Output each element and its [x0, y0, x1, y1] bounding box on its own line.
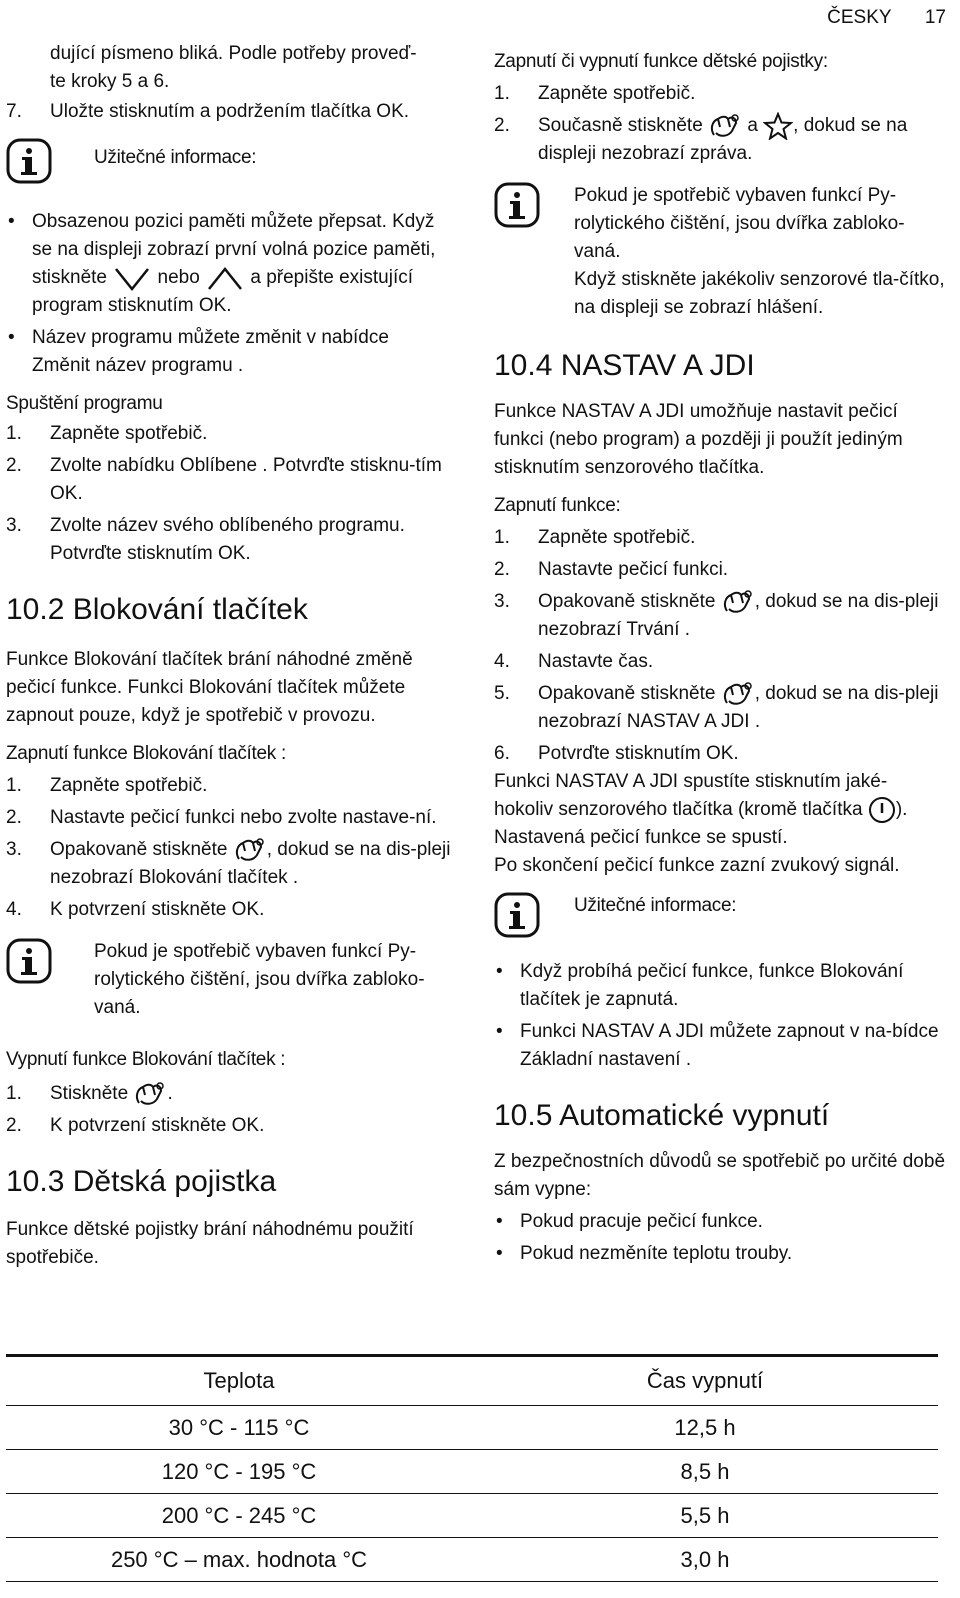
key-hand-icon	[133, 1081, 167, 1107]
list-item: 3. Zvolte název svého oblíbeného programu. Potvrďte stisknutím OK.	[6, 515, 405, 564]
page-header	[827, 4, 946, 32]
key-hand-icon	[233, 837, 267, 863]
language-label: ČESKY	[827, 7, 892, 28]
table-cell: 3,0 h	[472, 1538, 938, 1582]
info-text: Pokud je spotřebič vybaven funkcí Py-rolytického čištění, jsou dvířka zabloko-vaná. Když stiskněte jakékoliv senzorové tla-čítko, na displeji se zobrazí hlášení.	[574, 185, 945, 319]
column-header: Čas vypnutí	[472, 1356, 938, 1406]
list-item: 1. Zapněte spotřebič.	[6, 423, 208, 444]
table-row	[6, 1538, 938, 1582]
table-row	[6, 1450, 938, 1494]
list-item: 2. Nastavte pečicí funkci.	[494, 559, 729, 581]
section-heading: Zapnutí funkce Blokování tlačítek :	[6, 743, 286, 764]
info-text: Pokud je spotřebič vybaven funkcí Py-rolytického čištění, jsou dvířka zabloko-vaná.	[94, 941, 425, 1018]
table-cell: 120 °C - 195 °C	[6, 1450, 472, 1494]
list-item: • Název programu můžete změnit v nabídce Změnit název programu .	[8, 327, 389, 376]
table-cell: 5,5 h	[472, 1494, 938, 1538]
left-column	[6, 40, 452, 1272]
table-cell: 250 °C – max. hodnota °C	[6, 1538, 472, 1582]
info-title: Užitečné informace:	[94, 147, 257, 168]
info-box	[494, 892, 946, 938]
paragraph: Funkce dětské pojistky brání náhodnému použití spotřebiče.	[6, 1219, 414, 1268]
page-number: 17	[924, 7, 946, 28]
paragraph: Po skončení pečicí funkce zazní zvukový signál.	[494, 855, 900, 877]
list-item: 2. Zvolte nabídku Oblíbene . Potvrďte stisknu-tím OK.	[6, 455, 442, 504]
info-box	[6, 138, 452, 184]
table-row	[6, 1406, 938, 1450]
list-item: 3. Opakovaně stiskněte , dokud se na dis-pleji nezobrazí Blokování tlačítek .	[6, 836, 452, 892]
key-hand-icon	[708, 113, 742, 139]
list-item: 2. Současně stiskněte a , dokud se na displeji nezobrazí zpráva.	[494, 112, 946, 168]
info-icon	[494, 892, 540, 938]
list-item: 1. Zapněte spotřebič.	[6, 775, 208, 796]
power-icon	[868, 796, 896, 824]
list-item: • Funkci NASTAV A JDI můžete zapnout v na-bídce Základní nastavení .	[496, 1021, 939, 1071]
section-heading: Vypnutí funkce Blokování tlačítek :	[6, 1049, 286, 1070]
list-item: 4. K potvrzení stiskněte OK.	[6, 899, 265, 920]
section-title: 10.4 NASTAV A JDI	[494, 349, 755, 383]
key-hand-icon	[721, 681, 755, 707]
info-box	[494, 182, 946, 322]
info-icon	[6, 938, 52, 984]
table-row	[6, 1494, 938, 1538]
list-item: • Když probíhá pečicí funkce, funkce Blokování tlačítek je zapnutá.	[496, 961, 904, 1011]
paragraph: Funkci NASTAV A JDI spustíte stisknutím jaké-hokoliv senzorového tlačítka (kromě tlačítka ). Nastavená pečicí funkce se spustí.	[494, 771, 908, 849]
table-cell: 30 °C - 115 °C	[6, 1406, 472, 1450]
continued-text: dující písmeno bliká. Podle potřeby proveď- te kroky 5 a 6.	[50, 43, 417, 92]
chevron-up-icon	[205, 265, 245, 291]
info-title: Užitečné informace:	[574, 895, 737, 917]
table-cell: 12,5 h	[472, 1406, 938, 1450]
info-icon	[6, 138, 52, 184]
section-title: 10.2 Blokování tlačítek	[6, 593, 308, 626]
list-item: 4. Nastavte čas.	[494, 651, 654, 673]
paragraph: Funkce NASTAV A JDI umožňuje nastavit pečicí funkci (nebo program) a později ji použít jediným stisknutím senzorového tlačítka.	[494, 401, 903, 479]
list-item: 5. Opakovaně stiskněte , dokud se na dis-pleji nezobrazí NASTAV A JDI .	[494, 680, 946, 736]
table-header-row	[6, 1356, 938, 1406]
info-icon	[494, 182, 540, 228]
list-item: 1. Stiskněte .	[6, 1080, 452, 1108]
section-heading: Spuštění programu	[6, 393, 163, 414]
star-icon	[763, 112, 793, 140]
list-item: 7. Uložte stisknutím a podržením tlačítka OK.	[6, 101, 410, 122]
section-heading: Zapnutí či vypnutí funkce dětské pojistky:	[494, 51, 828, 72]
list-item: 1. Zapněte spotřebič.	[494, 83, 696, 104]
paragraph: Z bezpečnostních důvodů se spotřebič po určité době sám vypne:	[494, 1151, 946, 1201]
column-header: Teplota	[6, 1356, 472, 1406]
key-hand-icon	[721, 589, 755, 615]
list-item: 3. Opakovaně stiskněte , dokud se na dis-pleji nezobrazí Trvání .	[494, 588, 946, 644]
paragraph: Funkce Blokování tlačítek brání náhodné změně pečicí funkce. Funkci Blokování tlačítek můžete zapnout pouze, když je spotřebič v provozu.	[6, 649, 413, 726]
chevron-down-icon	[112, 265, 152, 291]
section-title: 10.3 Dětská pojistka	[6, 1165, 277, 1198]
shutdown-table	[6, 1354, 938, 1582]
table-cell: 200 °C - 245 °C	[6, 1494, 472, 1538]
list-item: 6. Potvrďte stisknutím OK.	[494, 743, 739, 765]
list-item: 1. Zapněte spotřebič.	[494, 527, 696, 549]
right-column	[494, 48, 946, 1268]
info-box	[6, 938, 452, 1022]
list-item: • Pokud nezměníte teplotu trouby.	[496, 1243, 793, 1265]
section-title: 10.5 Automatické vypnutí	[494, 1099, 830, 1133]
section-heading: Zapnutí funkce:	[494, 495, 621, 517]
list-item: • Obsazenou pozici paměti můžete přepsat. Když se na displeji zobrazí první volná pozice paměti, stiskněte nebo a přepište existující program stisknutím OK.	[8, 211, 436, 316]
list-item: • Pokud pracuje pečicí funkce.	[496, 1211, 763, 1233]
list-item: 2. Nastavte pečicí funkci nebo zvolte nastave-ní.	[6, 807, 437, 828]
table-cell: 8,5 h	[472, 1450, 938, 1494]
list-item: 2. K potvrzení stiskněte OK.	[6, 1115, 265, 1136]
